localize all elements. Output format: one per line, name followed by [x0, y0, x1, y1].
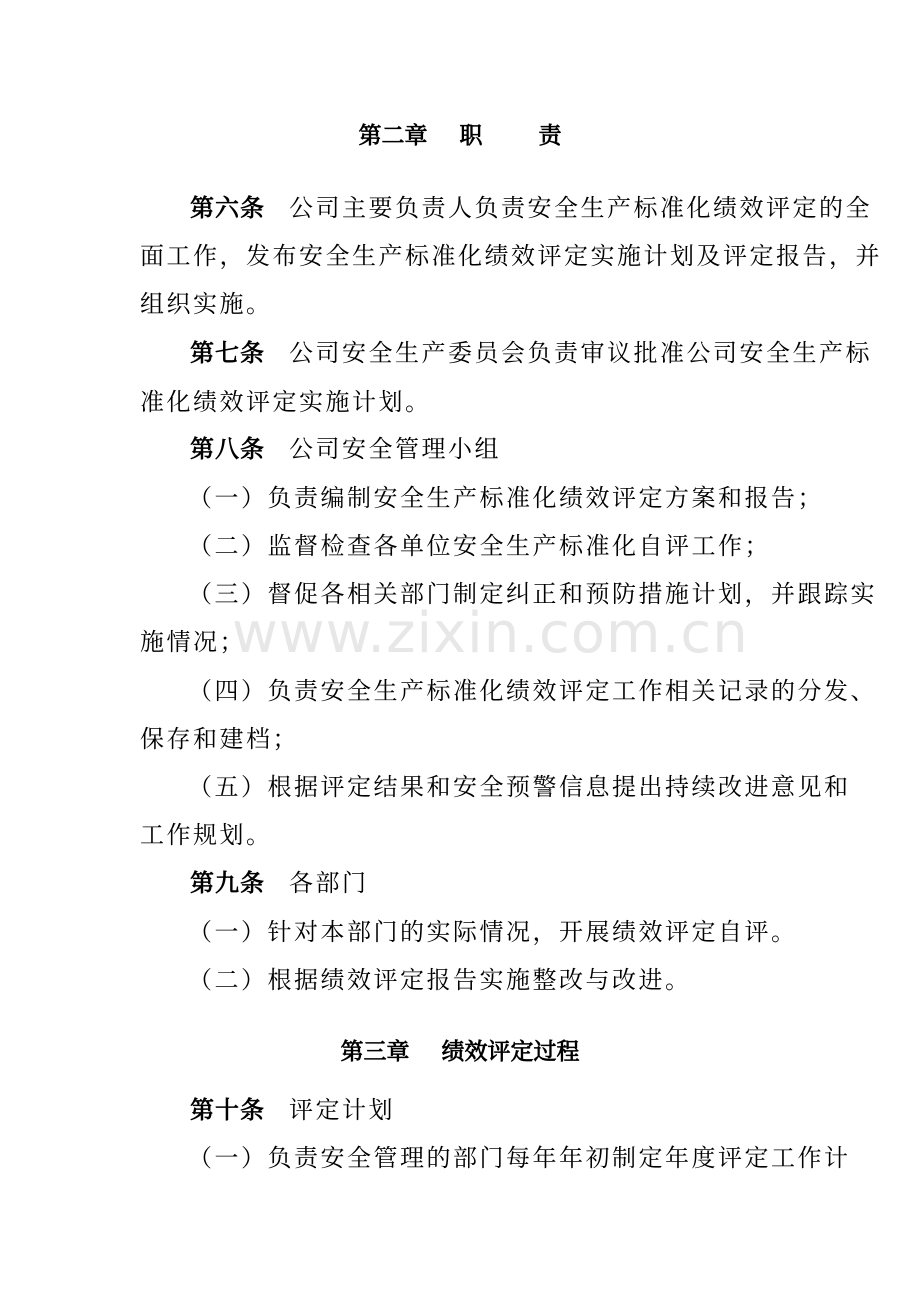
article-8-first-line: [190, 433, 790, 465]
article-10-item-1: （一）负责安全管理的部门每年年初制定年度评定工作计: [188, 1144, 851, 1172]
article-8-item-1: （一）负责编制安全生产标准化绩效评定方案和报告；: [188, 484, 824, 512]
article-9-item-2: （二）根据绩效评定报告实施整改与改进。: [188, 966, 692, 994]
article-8-label: 第八条: [190, 435, 265, 463]
article-9-first-line: [190, 867, 790, 899]
article-7-first-line: [190, 337, 872, 369]
site-watermark: www.zixin.com.cn: [232, 601, 749, 666]
article-8-item-5-line-1: （五）根据评定结果和安全预警信息提出持续改进意见和: [188, 773, 851, 801]
article-8-item-5-line-2: 工作规划。: [140, 821, 273, 849]
article-8-text-line-1: 公司安全管理小组: [289, 435, 501, 463]
article-7-text-line-2: 准化绩效评定实施计划。: [140, 388, 432, 416]
article-8-item-2: （二）监督检查各单位安全生产标准化自评工作；: [188, 532, 771, 560]
chapter-2-heading: 第二章 职 责: [358, 123, 562, 149]
article-8-item-3-line-2: 施情况；: [140, 628, 246, 656]
article-8-item-3-line-1: （三）督促各相关部门制定纠正和预防措施计划，并跟踪实: [188, 580, 877, 608]
article-9-text-line-1: 各部门: [289, 869, 369, 897]
article-8-item-4-line-1: （四）负责安全生产标准化绩效评定工作相关记录的分发、: [188, 677, 877, 705]
article-6-text-line-2: 面工作，发布安全生产标准化绩效评定实施计划及评定报告，并: [140, 242, 882, 270]
article-7-text-line-1: 公司安全生产委员会负责审议批准公司安全生产标: [289, 339, 872, 367]
article-9-label: 第九条: [190, 869, 265, 897]
article-10-label: 第十条: [190, 1096, 265, 1124]
chapter-3-heading: 第三章 绩效评定过程: [340, 1039, 580, 1065]
article-6-first-line: [190, 192, 872, 224]
article-9-item-1: （一）针对本部门的实际情况，开展绩效评定自评。: [188, 918, 798, 946]
article-10-text-line-1: 评定计划: [289, 1096, 395, 1124]
article-6-text-line-1: 公司主要负责人负责安全生产标准化绩效评定的全: [289, 194, 872, 222]
article-8-item-4-line-2: 保存和建档；: [140, 725, 299, 753]
article-6-label: 第六条: [190, 194, 265, 222]
article-6-text-line-3: 组织实施。: [140, 290, 273, 318]
article-10-first-line: [190, 1094, 790, 1126]
article-7-label: 第七条: [190, 339, 265, 367]
